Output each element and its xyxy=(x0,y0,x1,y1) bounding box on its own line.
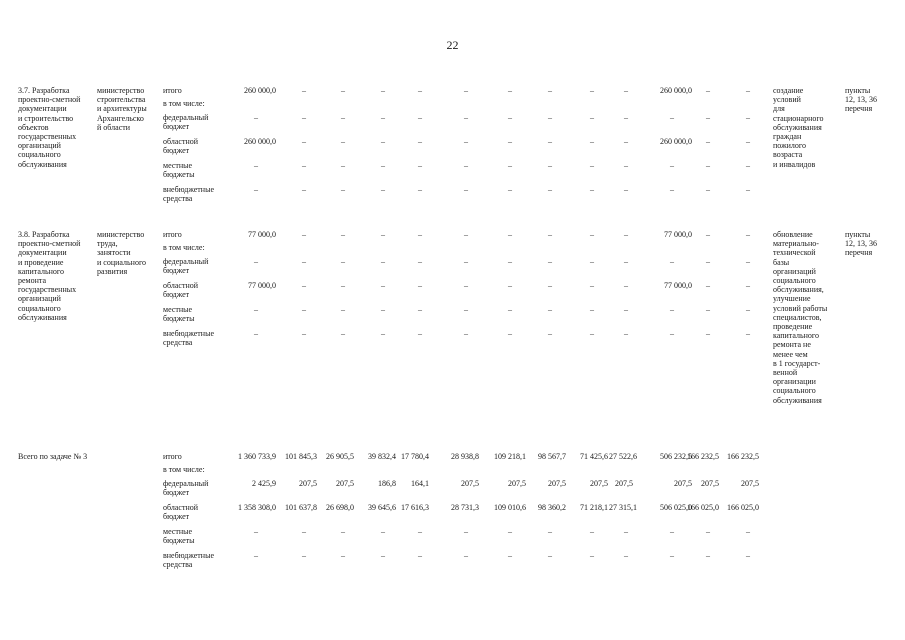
value-cell: 101 637,8 xyxy=(285,503,317,512)
value-cell: – xyxy=(464,161,468,170)
value-cell: – xyxy=(548,230,552,239)
value-cell: – xyxy=(418,86,422,95)
value-cell: – xyxy=(418,281,422,290)
value-cell: 2 425,9 xyxy=(252,479,276,488)
row-label: областной бюджет xyxy=(163,503,199,522)
value-cell: – xyxy=(302,137,306,146)
value-cell: 506 025,0 xyxy=(660,503,692,512)
value-cell: – xyxy=(670,305,674,314)
value-cell: – xyxy=(381,329,385,338)
value-cell: – xyxy=(670,161,674,170)
value-cell: 26 905,5 xyxy=(326,452,354,461)
value-cell: – xyxy=(746,113,750,122)
value-cell: – xyxy=(418,551,422,560)
value-cell: 27 522,6 xyxy=(609,452,637,461)
value-cell: 1 360 733,9 xyxy=(238,452,276,461)
value-cell: – xyxy=(254,257,258,266)
value-cell: – xyxy=(590,86,594,95)
expected-result: создание условий для стационарного обслуживания граждан пожилого возраста и инвалидов xyxy=(773,86,824,169)
value-cell: – xyxy=(464,257,468,266)
measure-name: 3.7. Разработка проектно-сметной документации и строительство объектов государственных организаций социального обслуживания xyxy=(18,86,81,169)
value-cell: – xyxy=(548,137,552,146)
value-cell: – xyxy=(548,86,552,95)
value-cell: – xyxy=(590,230,594,239)
value-cell: – xyxy=(746,305,750,314)
row-label: внебюджетные средства xyxy=(163,329,214,348)
value-cell: 101 845,3 xyxy=(285,452,317,461)
value-cell: – xyxy=(706,230,710,239)
value-cell: – xyxy=(381,137,385,146)
value-cell: – xyxy=(381,257,385,266)
value-cell: – xyxy=(548,113,552,122)
value-cell: – xyxy=(548,305,552,314)
value-cell: 207,5 xyxy=(548,479,566,488)
value-cell: 39 832,4 xyxy=(368,452,396,461)
value-cell: – xyxy=(624,113,628,122)
value-cell: – xyxy=(508,161,512,170)
value-cell: – xyxy=(418,257,422,266)
value-cell: – xyxy=(464,113,468,122)
value-cell: – xyxy=(706,161,710,170)
row-label: местные бюджеты xyxy=(163,527,195,546)
value-cell: – xyxy=(302,329,306,338)
value-cell: – xyxy=(670,551,674,560)
value-cell: – xyxy=(670,185,674,194)
value-cell: – xyxy=(590,161,594,170)
value-cell: – xyxy=(341,113,345,122)
value-cell: – xyxy=(302,305,306,314)
value-cell: – xyxy=(548,281,552,290)
value-cell: – xyxy=(746,137,750,146)
value-cell: 77 000,0 xyxy=(248,230,276,239)
value-cell: – xyxy=(548,257,552,266)
value-cell: – xyxy=(590,113,594,122)
value-cell: 77 000,0 xyxy=(664,281,692,290)
value-cell: 207,5 xyxy=(674,479,692,488)
value-cell: – xyxy=(508,137,512,146)
value-cell: – xyxy=(624,281,628,290)
value-cell: – xyxy=(746,329,750,338)
value-cell: – xyxy=(464,329,468,338)
value-cell: – xyxy=(746,230,750,239)
value-cell: – xyxy=(341,86,345,95)
value-cell: – xyxy=(341,230,345,239)
value-cell: – xyxy=(302,527,306,536)
value-cell: – xyxy=(706,551,710,560)
value-cell: – xyxy=(341,551,345,560)
value-cell: – xyxy=(706,281,710,290)
value-cell: 28 938,8 xyxy=(451,452,479,461)
value-cell: – xyxy=(254,527,258,536)
executor: министерство строительства и архитектуры Архангельско й области xyxy=(97,86,147,132)
value-cell: – xyxy=(624,161,628,170)
value-cell: – xyxy=(746,551,750,560)
value-cell: – xyxy=(464,185,468,194)
row-label: федеральный бюджет xyxy=(163,257,209,276)
value-cell: – xyxy=(590,329,594,338)
value-cell: – xyxy=(302,551,306,560)
value-cell: – xyxy=(381,185,385,194)
value-cell: 17 616,3 xyxy=(401,503,429,512)
value-cell: – xyxy=(548,329,552,338)
value-cell: – xyxy=(706,113,710,122)
value-cell: – xyxy=(418,137,422,146)
row-label: итого xyxy=(163,452,182,461)
value-cell: 26 698,0 xyxy=(326,503,354,512)
value-cell: – xyxy=(381,86,385,95)
page-number: 22 xyxy=(446,38,459,52)
value-cell: 260 000,0 xyxy=(244,86,276,95)
value-cell: – xyxy=(508,230,512,239)
value-cell: – xyxy=(302,230,306,239)
value-cell: – xyxy=(302,113,306,122)
value-cell: – xyxy=(254,329,258,338)
value-cell: – xyxy=(302,281,306,290)
row-label: итого xyxy=(163,86,182,95)
value-cell: 164,1 xyxy=(411,479,429,488)
value-cell: – xyxy=(624,551,628,560)
value-cell: – xyxy=(418,185,422,194)
value-cell: – xyxy=(508,113,512,122)
value-cell: 207,5 xyxy=(701,479,719,488)
value-cell: – xyxy=(508,527,512,536)
value-cell: – xyxy=(418,305,422,314)
value-cell: 109 218,1 xyxy=(494,452,526,461)
value-cell: 71 425,6 xyxy=(580,452,608,461)
value-cell: – xyxy=(254,113,258,122)
value-cell: – xyxy=(746,257,750,266)
value-cell: – xyxy=(590,257,594,266)
value-cell: – xyxy=(341,305,345,314)
value-cell: – xyxy=(670,527,674,536)
row-label: местные бюджеты xyxy=(163,305,195,324)
value-cell: – xyxy=(670,329,674,338)
value-cell: – xyxy=(508,551,512,560)
value-cell: 506 232,5 xyxy=(660,452,692,461)
value-cell: – xyxy=(624,137,628,146)
value-cell: – xyxy=(746,161,750,170)
value-cell: – xyxy=(706,305,710,314)
value-cell: – xyxy=(590,185,594,194)
value-cell: 207,5 xyxy=(508,479,526,488)
value-cell: 166 025,0 xyxy=(687,503,719,512)
value-cell: – xyxy=(418,230,422,239)
row-label: областной бюджет xyxy=(163,281,199,300)
value-cell: – xyxy=(624,305,628,314)
value-cell: – xyxy=(254,185,258,194)
value-cell: 207,5 xyxy=(299,479,317,488)
value-cell: – xyxy=(624,257,628,266)
value-cell: 207,5 xyxy=(461,479,479,488)
value-cell: – xyxy=(746,86,750,95)
value-cell: – xyxy=(706,329,710,338)
value-cell: 39 645,6 xyxy=(368,503,396,512)
value-cell: – xyxy=(590,305,594,314)
value-cell: – xyxy=(254,161,258,170)
value-cell: 186,8 xyxy=(378,479,396,488)
value-cell: – xyxy=(381,281,385,290)
value-cell: – xyxy=(624,230,628,239)
value-cell: 71 218,1 xyxy=(580,503,608,512)
value-cell: – xyxy=(341,281,345,290)
value-cell: – xyxy=(381,551,385,560)
value-cell: 166 232,5 xyxy=(687,452,719,461)
value-cell: – xyxy=(464,527,468,536)
value-cell: – xyxy=(464,86,468,95)
value-cell: 109 010,6 xyxy=(494,503,526,512)
value-cell: – xyxy=(590,551,594,560)
row-label: в том числе: xyxy=(163,243,205,252)
value-cell: 77 000,0 xyxy=(664,230,692,239)
value-cell: 98 360,2 xyxy=(538,503,566,512)
executor: министерство труда, занятости и социального развития xyxy=(97,230,147,276)
value-cell: 260 000,0 xyxy=(660,86,692,95)
row-label: внебюджетные средства xyxy=(163,185,214,204)
value-cell: – xyxy=(590,527,594,536)
value-cell: – xyxy=(418,161,422,170)
value-cell: 27 315,1 xyxy=(609,503,637,512)
value-cell: – xyxy=(254,551,258,560)
value-cell: 260 000,0 xyxy=(244,137,276,146)
value-cell: – xyxy=(670,257,674,266)
row-label: в том числе: xyxy=(163,99,205,108)
value-cell: – xyxy=(508,86,512,95)
value-cell: – xyxy=(706,527,710,536)
value-cell: 207,5 xyxy=(336,479,354,488)
value-cell: – xyxy=(464,551,468,560)
value-cell: 166 025,0 xyxy=(727,503,759,512)
value-cell: – xyxy=(508,185,512,194)
measure-name: 3.8. Разработка проектно-сметной документации и проведение капитального ремонта государственных организаций социального обслуживания xyxy=(18,230,81,322)
value-cell: – xyxy=(302,257,306,266)
row-label: итого xyxy=(163,230,182,239)
value-cell: – xyxy=(624,329,628,338)
value-cell: – xyxy=(508,329,512,338)
value-cell: – xyxy=(302,161,306,170)
plan-reference: пункты 12, 13, 36 перечня xyxy=(845,86,877,114)
value-cell: – xyxy=(302,86,306,95)
value-cell: – xyxy=(508,305,512,314)
value-cell: – xyxy=(508,257,512,266)
value-cell: – xyxy=(418,113,422,122)
value-cell: 207,5 xyxy=(741,479,759,488)
value-cell: – xyxy=(706,257,710,266)
value-cell: – xyxy=(341,161,345,170)
value-cell: – xyxy=(548,161,552,170)
value-cell: – xyxy=(302,185,306,194)
value-cell: 77 000,0 xyxy=(248,281,276,290)
value-cell: – xyxy=(624,86,628,95)
value-cell: – xyxy=(548,185,552,194)
expected-result: обновление материально- технической базы организаций социального обслуживания, улучшение условий работы специалистов, проведение капитального ремонта не менее чем в 1 государст- венной организации социального обслуживания xyxy=(773,230,828,405)
value-cell: – xyxy=(381,113,385,122)
value-cell: – xyxy=(464,137,468,146)
value-cell: – xyxy=(706,86,710,95)
value-cell: – xyxy=(341,137,345,146)
row-label: областной бюджет xyxy=(163,137,199,156)
value-cell: – xyxy=(706,185,710,194)
value-cell: 260 000,0 xyxy=(660,137,692,146)
value-cell: – xyxy=(508,281,512,290)
value-cell: – xyxy=(590,281,594,290)
value-cell: – xyxy=(548,527,552,536)
value-cell: – xyxy=(381,161,385,170)
row-label: внебюджетные средства xyxy=(163,551,214,570)
value-cell: – xyxy=(548,551,552,560)
value-cell: – xyxy=(341,527,345,536)
value-cell: – xyxy=(341,329,345,338)
measure-name: Всего по задаче № 3 xyxy=(18,452,88,461)
value-cell: – xyxy=(381,527,385,536)
value-cell: – xyxy=(746,281,750,290)
value-cell: – xyxy=(590,137,594,146)
plan-reference: пункты 12, 13, 36 перечня xyxy=(845,230,877,258)
value-cell: – xyxy=(254,305,258,314)
value-cell: – xyxy=(464,281,468,290)
value-cell: – xyxy=(464,305,468,314)
value-cell: 17 780,4 xyxy=(401,452,429,461)
row-label: федеральный бюджет xyxy=(163,113,209,132)
value-cell: – xyxy=(418,527,422,536)
value-cell: – xyxy=(746,185,750,194)
value-cell: – xyxy=(706,137,710,146)
value-cell: – xyxy=(624,527,628,536)
row-label: в том числе: xyxy=(163,465,205,474)
value-cell: 207,5 xyxy=(590,479,608,488)
value-cell: 207,5 xyxy=(615,479,633,488)
value-cell: – xyxy=(464,230,468,239)
value-cell: – xyxy=(418,329,422,338)
value-cell: – xyxy=(341,257,345,266)
value-cell: 166 232,5 xyxy=(727,452,759,461)
value-cell: – xyxy=(746,527,750,536)
value-cell: – xyxy=(381,230,385,239)
value-cell: 1 358 308,0 xyxy=(238,503,276,512)
value-cell: 28 731,3 xyxy=(451,503,479,512)
row-label: федеральный бюджет xyxy=(163,479,209,498)
value-cell: – xyxy=(624,185,628,194)
row-label: местные бюджеты xyxy=(163,161,195,180)
value-cell: – xyxy=(381,305,385,314)
value-cell: 98 567,7 xyxy=(538,452,566,461)
value-cell: – xyxy=(670,113,674,122)
value-cell: – xyxy=(341,185,345,194)
